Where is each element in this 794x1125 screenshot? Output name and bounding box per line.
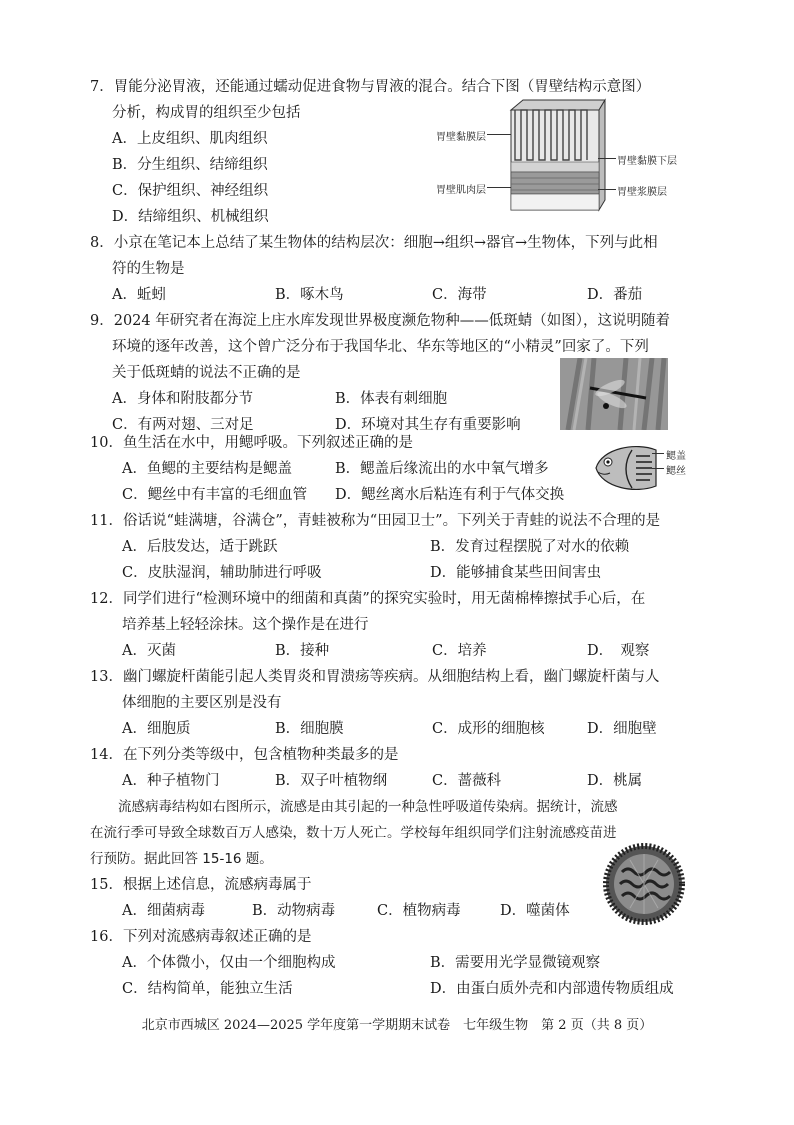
q7-option-c: C．保护组织、神经组织 <box>112 183 269 199</box>
q7-option-d: D．结缔组织、机械组织 <box>112 209 269 225</box>
label-submucosa: 胃壁黏膜下层 <box>617 156 677 167</box>
label-muscle: 胃壁肌肉层 <box>436 185 486 196</box>
q13-stem-line1: 13．幽门螺旋杆菌能引起人类胃炎和胃溃疡等疾病。从细胞结构上看，幽门螺旋杆菌与人 <box>90 669 660 685</box>
q10-option-d: D．鳃丝离水后粘连有利于气体交换 <box>335 487 565 503</box>
q16-stem: 16．下列对流感病毒叙述正确的是 <box>90 929 312 945</box>
label-gill-filament: 鳃丝 <box>666 466 686 477</box>
q15-stem: 15．根据上述信息，流感病毒属于 <box>90 877 312 893</box>
q16-option-a: A．个体微小，仅由一个细胞构成 <box>122 955 336 971</box>
q11-option-a: A．后肢发达，适于跳跃 <box>122 539 278 555</box>
q7-stem-line1: 7．胃能分泌胃液，还能通过蠕动促进食物与胃液的混合。结合下图（胃壁结构示意图） <box>90 79 651 95</box>
q8-option-c: C．海带 <box>432 287 487 303</box>
passage-line2: 在流行季可导致全球数百万人感染，数十万人死亡。学校每年组织同学们注射流感疫苗进 <box>90 825 617 841</box>
q9-stem-line1: 9．2024 年研究者在海淀上庄水库发现世界极度濒危物种——低斑蜻（如图），这说明随着 <box>90 313 670 329</box>
q15-option-d: D．噬菌体 <box>500 903 570 919</box>
q11-option-d: D．能够捕食某些田间害虫 <box>430 565 602 581</box>
q12-stem-line2: 培养基上轻轻涂抹。这个操作是在进行 <box>122 617 369 633</box>
q12-option-b: B．接种 <box>275 643 330 659</box>
q16-option-b: B．需要用光学显微镜观察 <box>430 955 601 971</box>
q13-option-a: A．细胞质 <box>122 721 191 737</box>
q15-option-c: C．植物病毒 <box>377 903 461 919</box>
label-mucosa: 胃壁黏膜层 <box>436 132 486 143</box>
q15-option-a: A．细菌病毒 <box>122 903 205 919</box>
q7-option-a: A．上皮组织、肌肉组织 <box>112 131 268 147</box>
flu-virus-figure <box>600 842 688 926</box>
q15-option-b: B．动物病毒 <box>252 903 336 919</box>
leader-line <box>487 134 511 135</box>
leader-line <box>598 158 616 159</box>
q10-option-a: A．鱼鳃的主要结构是鳃盖 <box>122 461 292 477</box>
q13-option-c: C．成形的细胞核 <box>432 721 545 737</box>
q13-stem-line2: 体细胞的主要区别是没有 <box>122 695 282 711</box>
q9-option-b: B．体表有刺细胞 <box>335 391 448 407</box>
q9-option-a: A．身体和附肢都分节 <box>112 391 253 407</box>
q14-option-c: C．蔷薇科 <box>432 773 502 789</box>
q8-stem-line2: 符的生物是 <box>112 261 185 277</box>
q10-option-c: C．鳃丝中有丰富的毛细血管 <box>122 487 308 503</box>
passage-line3: 行预防。据此回答 15-16 题。 <box>90 851 273 867</box>
leader-line <box>652 453 664 454</box>
page-footer: 北京市西城区 2024—2025 学年度第一学期期末试卷 七年级生物 第 2 页（共 8 页） <box>141 1018 653 1033</box>
q8-option-a: A．蚯蚓 <box>112 287 166 303</box>
q11-option-c: C．皮肤湿润，辅助肺进行呼吸 <box>122 565 322 581</box>
q14-option-d: D．桃属 <box>587 773 643 789</box>
q14-option-b: B．双子叶植物纲 <box>275 773 388 789</box>
q8-option-b: B．啄木鸟 <box>275 287 344 303</box>
q10-option-b: B．鳃盖后缘流出的水中氧气增多 <box>335 461 549 477</box>
q11-stem: 11．俗话说“蛙满塘，谷满仓”，青蛙被称为“田园卫士”。下列关于青蛙的说法不合理的是 <box>90 513 661 529</box>
stomach-wall-figure <box>505 98 610 216</box>
q12-option-a: A．灭菌 <box>122 643 176 659</box>
fish-figure <box>592 440 658 496</box>
q14-option-a: A．种子植物门 <box>122 773 220 789</box>
q13-option-d: D．细胞壁 <box>587 721 657 737</box>
q12-stem-line1: 12．同学们进行“检测环境中的细菌和真菌”的探究实验时，用无菌棉棒擦拭手心后，在 <box>90 591 646 607</box>
q7-option-b: B．分生组织、结缔组织 <box>112 157 268 173</box>
leader-line <box>598 189 616 190</box>
q7-stem-line2: 分析，构成胃的组织至少包括 <box>112 105 301 121</box>
q9-stem-line2: 环境的逐年改善，这个曾广泛分布于我国华北、华东等地区的“小精灵”回家了。下列 <box>112 339 649 355</box>
q11-option-b: B．发育过程摆脱了对水的依赖 <box>430 539 630 555</box>
q16-option-c: C．结构简单，能独立生活 <box>122 981 293 997</box>
label-gill-cover: 鳃盖 <box>666 451 686 462</box>
q9-option-d: D．环境对其生存有重要影响 <box>335 417 521 433</box>
q8-stem-line1: 8．小京在笔记本上总结了某生物体的结构层次：细胞→组织→器官→生物体，下列与此相 <box>90 235 658 251</box>
q12-option-c: C．培养 <box>432 643 487 659</box>
passage-line1: 流感病毒结构如右图所示，流感是由其引起的一种急性呼吸道传染病。据统计，流感 <box>118 799 618 815</box>
label-serosa: 胃壁浆膜层 <box>617 187 667 198</box>
leader-line <box>487 187 511 188</box>
q16-option-d: D．由蛋白质外壳和内部遗传物质组成 <box>430 981 674 997</box>
q14-stem: 14．在下列分类等级中，包含植物种类最多的是 <box>90 747 399 763</box>
q10-stem: 10．鱼生活在水中，用鳃呼吸。下列叙述正确的是 <box>90 435 413 451</box>
q13-option-b: B．细胞膜 <box>275 721 344 737</box>
leader-line <box>652 468 664 469</box>
q8-option-d: D．番茄 <box>587 287 643 303</box>
dragonfly-photo <box>560 358 668 430</box>
q9-option-c: C．有两对翅、三对足 <box>112 417 254 433</box>
q12-option-d: D． 观察 <box>587 643 650 659</box>
q9-stem-line3: 关于低斑蜻的说法不正确的是 <box>112 365 301 381</box>
